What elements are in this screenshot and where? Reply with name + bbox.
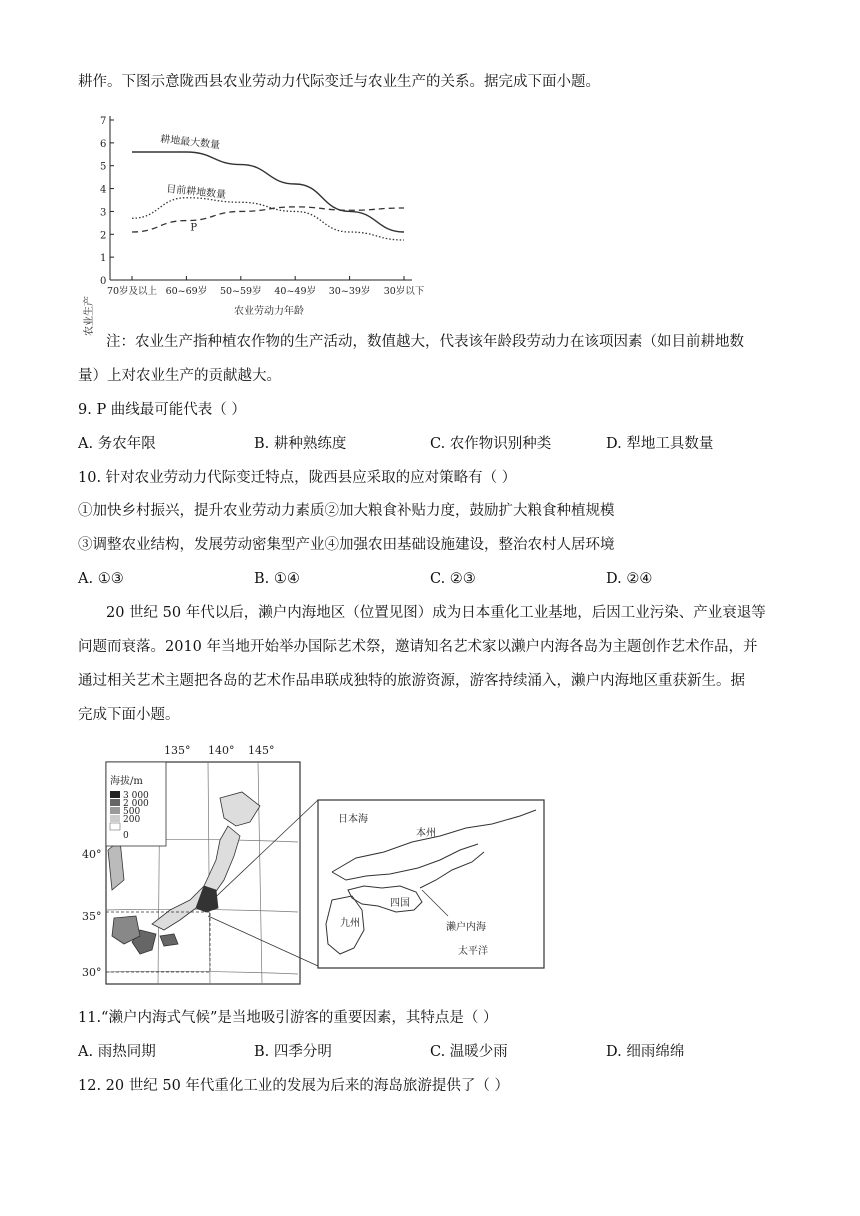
label-seto-inland-sea: 濑户内海 bbox=[446, 922, 486, 933]
inset-map-frame bbox=[318, 800, 544, 968]
label-shikoku: 四国 bbox=[390, 898, 410, 909]
chart-y-tick-label: 4 bbox=[100, 184, 107, 196]
q11-option-b: B. 四季分明 bbox=[254, 1044, 332, 1060]
chart-y-label: 农业生产 bbox=[84, 296, 95, 336]
chart-x-tick-label: 40~49岁 bbox=[274, 286, 317, 297]
legend-title: 海拔/m bbox=[110, 776, 143, 787]
chart-y-tick-label: 3 bbox=[100, 207, 107, 219]
lat-label-40: 40° bbox=[82, 848, 102, 861]
chart-x-tick-label: 30~39岁 bbox=[328, 286, 371, 297]
chart-axes bbox=[110, 116, 412, 280]
lon-label-145: 145° bbox=[248, 744, 275, 757]
chart-x-ticks bbox=[107, 276, 425, 297]
chart-y-tick-label: 2 bbox=[100, 230, 107, 242]
note-line-1: 注：农业生产指种植农作物的生产活动，数值越大，代表该年龄段劳动力在该项因素（如目前耕地数 bbox=[106, 334, 744, 350]
chart-y-ticks bbox=[100, 116, 114, 287]
passage-line-2: 问题而衰落。2010 年当地开始举办国际艺术祭，邀请知名艺术家以濑户内海各岛为主题创作艺术作品，并 bbox=[78, 639, 758, 655]
q9-option-a: A. 务农年限 bbox=[78, 436, 156, 452]
q10-stem: 10. 针对农业劳动力代际变迁特点，陇西县应采取的应对策略有（ ） bbox=[78, 470, 517, 486]
chart-x-tick-label: 70岁及以上 bbox=[106, 286, 158, 297]
legend-item-5: 0 bbox=[123, 831, 129, 841]
chart-series-label-1: 耕地最大数量 bbox=[159, 134, 221, 152]
q11-option-c: C. 温暖少雨 bbox=[430, 1044, 508, 1060]
q11-option-a: A. 雨热同期 bbox=[78, 1044, 156, 1060]
chart-y-tick-label: 7 bbox=[100, 116, 107, 127]
q11-option-d: D. 细雨绵绵 bbox=[606, 1044, 685, 1060]
q11-stem: 11.“濑户内海式气候”是当地吸引游客的重要因素，其特点是（ ） bbox=[78, 1010, 498, 1026]
lon-label-135: 135° bbox=[164, 744, 191, 757]
legend-item-3: 500 bbox=[123, 807, 141, 817]
chart-series-line-2 bbox=[132, 198, 404, 240]
passage-line-1: 20 世纪 50 年代以后，濑户内海地区（位置见图）成为日本重化工业基地，后因工业污染、产业衰退等 bbox=[106, 605, 766, 621]
chart-y-tick-label: 6 bbox=[100, 138, 107, 150]
q10-option-b: B. ①④ bbox=[254, 571, 300, 587]
labor-chart bbox=[78, 108, 438, 336]
legend-item-2: 2 000 bbox=[123, 799, 149, 809]
chart-y-tick-label: 1 bbox=[100, 253, 107, 265]
chart-series-label-2: 目前耕地数量 bbox=[165, 183, 227, 201]
legend-swatches bbox=[110, 791, 120, 830]
legend-item-1: 3 000 bbox=[123, 791, 149, 801]
chart-series-label-3: P bbox=[190, 222, 198, 234]
q10-option-a: A. ①③ bbox=[78, 571, 124, 587]
lat-label-35: 35° bbox=[82, 910, 102, 923]
q9-option-c: C. 农作物识别种类 bbox=[430, 436, 552, 452]
label-pacific: 太平洋 bbox=[458, 946, 488, 957]
q9-option-b: B. 耕种熟练度 bbox=[254, 436, 347, 452]
q10-statement-2: ③调整农业结构，发展劳动密集型产业④加强农田基础设施建设，整治农村人居环境 bbox=[78, 537, 615, 553]
q9-option-d: D. 犁地工具数量 bbox=[606, 436, 714, 452]
q10-option-c: C. ②③ bbox=[430, 571, 476, 587]
legend-item-4: 200 bbox=[123, 815, 141, 825]
japan-map-figure bbox=[82, 740, 548, 990]
chart-series bbox=[132, 132, 404, 240]
q12-stem: 12. 20 世纪 50 年代重化工业的发展为后来的海岛旅游提供了（ ） bbox=[78, 1078, 510, 1094]
chart-series-line-3 bbox=[132, 207, 404, 232]
q10-option-d: D. ②④ bbox=[606, 571, 653, 587]
chart-y-tick-label: 5 bbox=[100, 161, 107, 173]
passage-line-4: 完成下面小题。 bbox=[78, 707, 180, 723]
chart-x-tick-label: 50~59岁 bbox=[219, 286, 262, 297]
intro-line: 耕作。下图示意陇西县农业劳动力代际变迁与农业生产的关系。据完成下面小题。 bbox=[78, 74, 600, 90]
label-kyushu: 九州 bbox=[340, 918, 360, 929]
chart-x-tick-label: 60~69岁 bbox=[165, 286, 208, 297]
chart-x-label: 农业劳动力年龄 bbox=[234, 306, 304, 317]
q10-statement-1: ①加快乡村振兴，提升农业劳动力素质②加大粮食补贴力度，鼓励扩大粮食种植规模 bbox=[78, 503, 615, 519]
chart-y-tick-label: 0 bbox=[100, 276, 107, 287]
passage-line-3: 通过相关艺术主题把各岛的艺术作品串联成独特的旅游资源，游客持续涌入，濑户内海地区重获新生。据 bbox=[78, 673, 745, 689]
lon-label-140: 140° bbox=[208, 744, 235, 757]
label-honshu: 本州 bbox=[416, 828, 436, 839]
q9-stem: 9. P 曲线最可能代表（ ） bbox=[78, 402, 246, 418]
lat-label-30: 30° bbox=[82, 966, 102, 979]
note-line-2: 量）上对农业生产的贡献越大。 bbox=[78, 368, 281, 384]
chart-x-tick-label: 30岁以下 bbox=[383, 286, 425, 297]
label-sea-of-japan: 日本海 bbox=[338, 814, 368, 825]
